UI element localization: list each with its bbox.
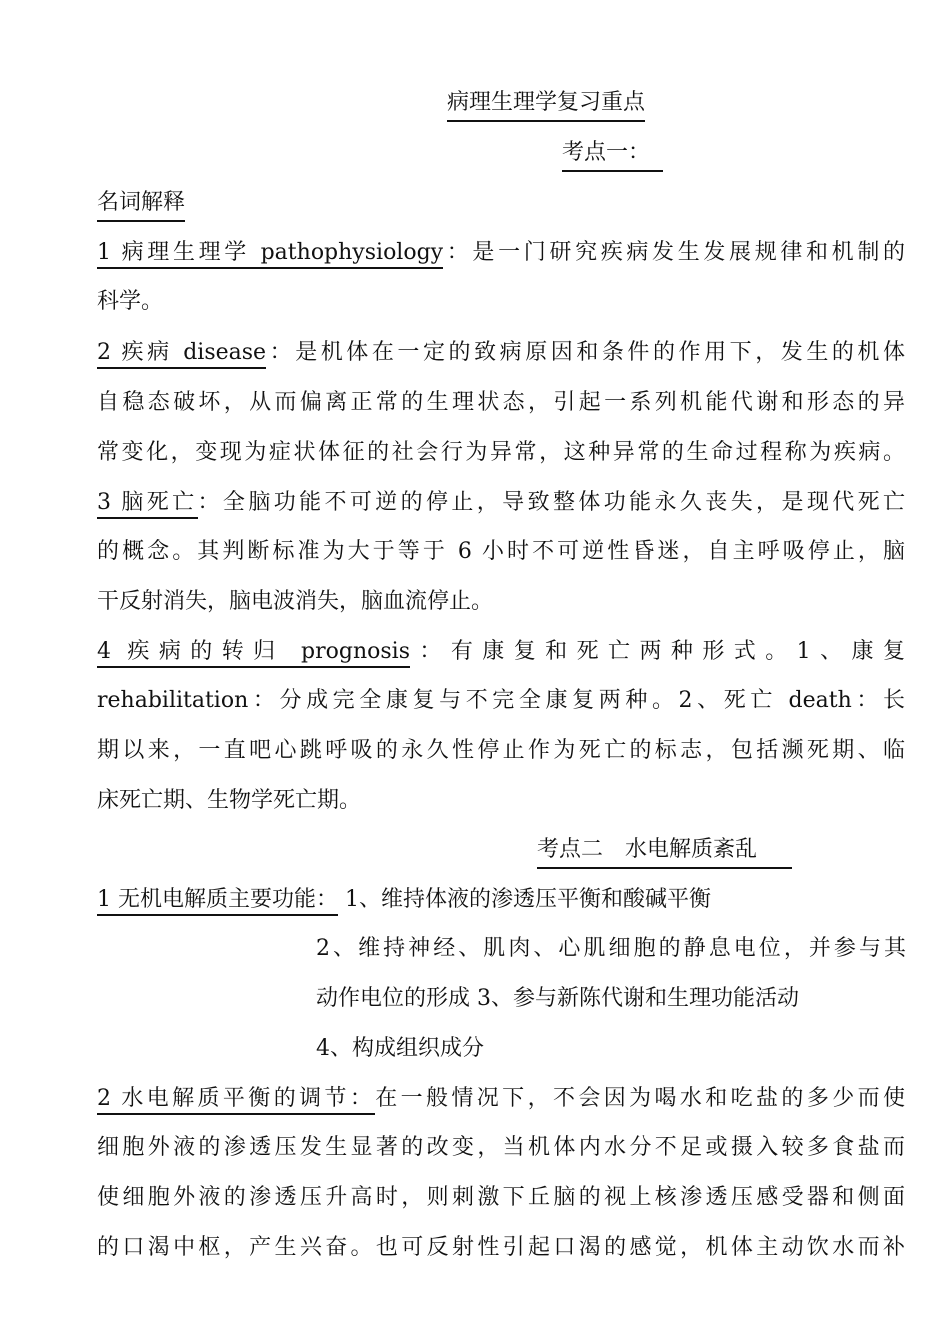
paragraph-line: 的概念。其判断标准为大于等于 6 小时不可逆性昏迷，自主呼吸停止，脑 — [97, 539, 905, 564]
section-heading-kaodian2: 考点二 水电解质紊乱 — [537, 835, 792, 869]
paragraph-line: 自稳态破坏，从而偏离正常的生理状态，引起一系列机能代谢和形态的异 — [97, 390, 905, 415]
list-item: 2、维持神经、肌肉、心肌细胞的静息电位，并参与其 — [316, 936, 906, 961]
definition-text: ：有康复和死亡两种形式。1、康复 — [410, 639, 905, 664]
term-brain-death: 3 脑死亡 — [97, 490, 198, 519]
paragraph-line: 干反射消失，脑电波消失，脑血流停止。 — [97, 589, 494, 614]
term-water-electrolyte-regulation: 2 水电解质平衡的调节： — [97, 1086, 375, 1115]
term-prognosis: 4 疾病的转归 prognosis — [97, 639, 410, 668]
paragraph-line: 床死亡期、生物学死亡期。 — [97, 788, 362, 813]
definition-text: ：全脑功能不可逆的停止，导致整体功能永久丧失，是现代死亡 — [197, 490, 905, 515]
paragraph-line — [97, 885, 905, 915]
paragraph-line — [97, 338, 905, 368]
definition-text: ：是机体在一定的致病原因和条件的作用下，发生的机体 — [266, 340, 905, 365]
definition-text: ：是一门研究疾病发生发展规律和机制的 — [443, 240, 905, 265]
list-item: 4、构成组织成分 — [316, 1036, 484, 1061]
paragraph-line: rehabilitation：分成完全康复与不完全康复两种。2、死亡 death：长 — [97, 688, 905, 713]
paragraph-line — [97, 1084, 905, 1114]
term-disease: 2 疾病 disease — [97, 340, 266, 369]
definition-text: 1、维持体液的渗透压平衡和酸碱平衡 — [338, 887, 711, 912]
paragraph-line: 科学。 — [97, 289, 164, 314]
paragraph-line: 的口渴中枢，产生兴奋。也可反射性引起口渴的感觉，机体主动饮水而补 — [97, 1235, 905, 1260]
paragraph-line — [97, 637, 905, 667]
paragraph-line — [97, 238, 905, 268]
definition-text: 在一般情况下，不会因为喝水和吃盐的多少而使 — [375, 1086, 905, 1111]
page-title: 病理生理学复习重点 — [447, 88, 645, 122]
list-item: 动作电位的形成 3、参与新陈代谢和生理功能活动 — [316, 986, 799, 1011]
term-pathophysiology: 1 病理生理学 pathophysiology — [97, 240, 443, 269]
paragraph-line: 常变化，变现为症状体征的社会行为异常，这种异常的生命过程称为疾病。 — [97, 440, 905, 465]
paragraph-line: 期以来，一直吧心跳呼吸的永久性停止作为死亡的标志，包括濒死期、临 — [97, 738, 905, 763]
term-electrolyte-functions: 1 无机电解质主要功能： — [97, 887, 338, 916]
section-heading-kaodian1: 考点一： — [562, 138, 663, 172]
paragraph-line: 细胞外液的渗透压发生显著的改变，当机体内水分不足或摄入较多食盐而 — [97, 1135, 905, 1160]
paragraph-line — [97, 488, 905, 518]
section-heading-mingci: 名词解释 — [97, 188, 185, 222]
paragraph-line: 使细胞外液的渗透压升高时，则刺激下丘脑的视上核渗透压感受器和侧面 — [97, 1185, 905, 1210]
